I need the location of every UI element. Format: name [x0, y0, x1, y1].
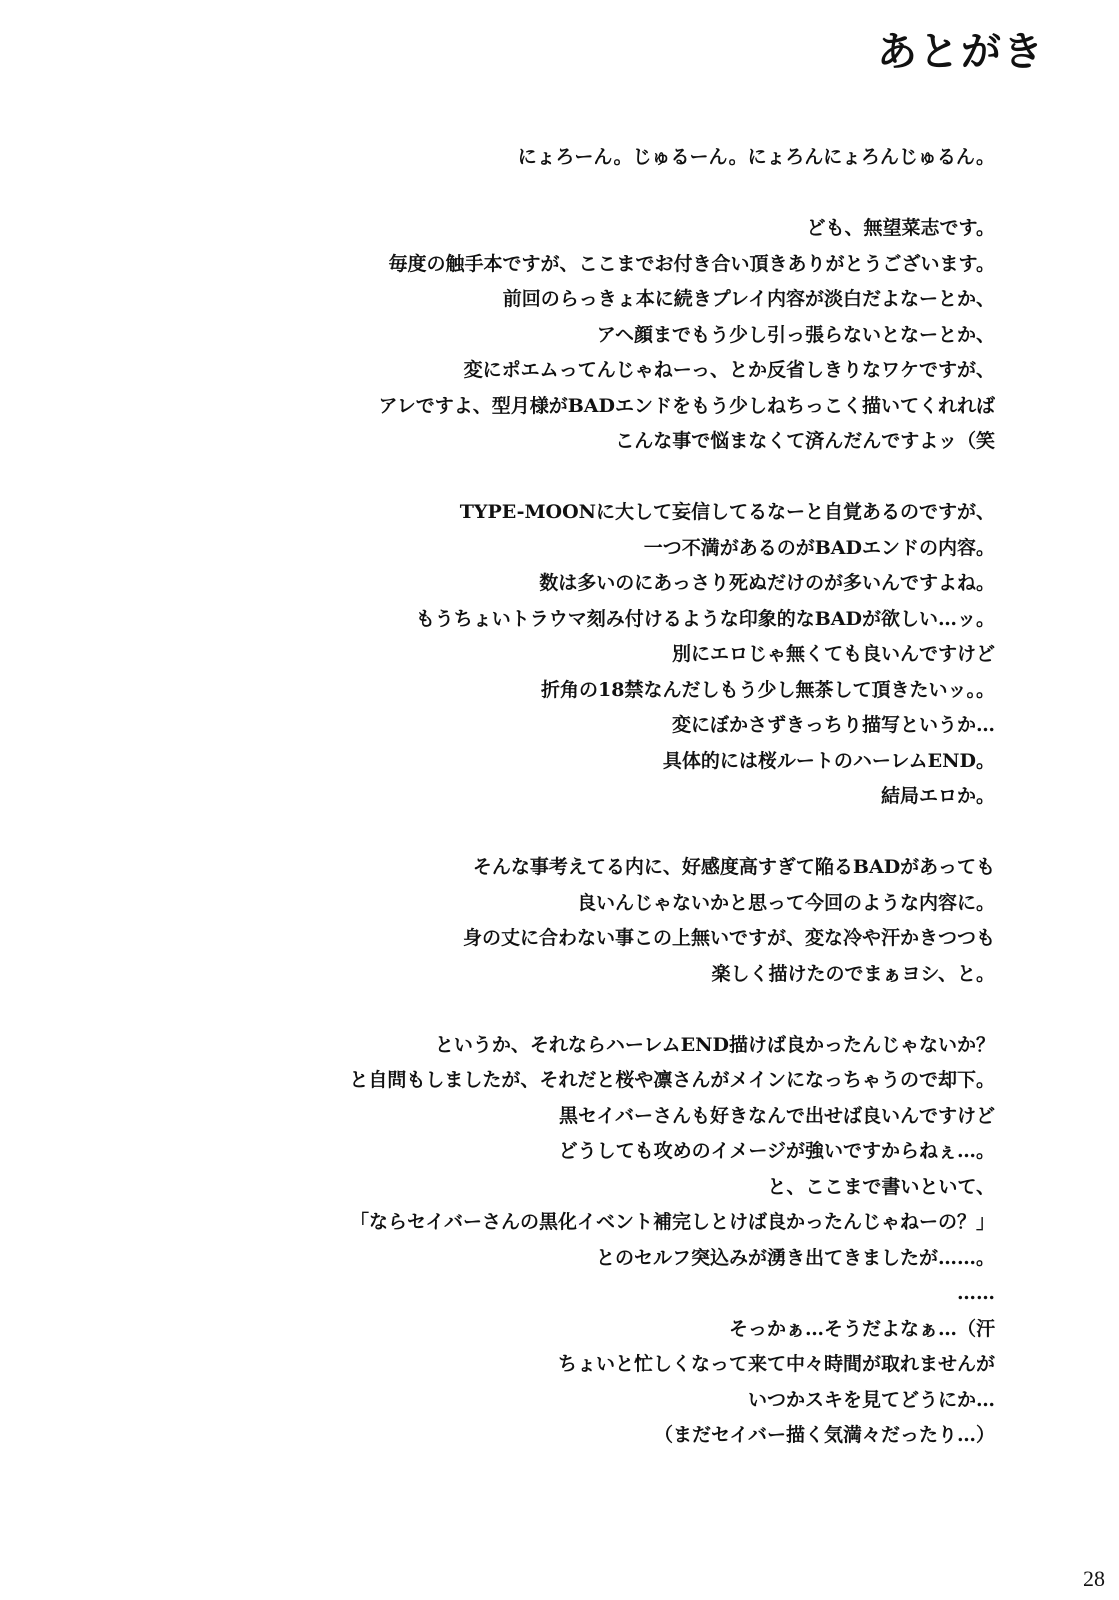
text-line: 楽しく描けたのでまぁヨシ、と。 [711, 962, 995, 985]
text-line: ども、無望菜志です。 [806, 217, 995, 239]
page-title: あとがき [877, 28, 1045, 75]
text-line: TYPE-MOONに大して妄信してるなーと自覚あるのですが、 [459, 501, 995, 523]
text-line: ちょいと忙しくなって来て中々時間が取れませんが [557, 1353, 995, 1375]
text-line: 別にエロじゃ無くても良いんですけど [671, 643, 995, 665]
text-line: 折角の18禁なんだしもう少し無茶して頂きたいッ。。 [541, 678, 995, 701]
text-line: もうちょいトラウマ刻み付けるような印象的なBADが欲しい…ッ。 [415, 607, 995, 630]
page-number: 28 [1083, 1566, 1105, 1591]
text-line: にょろーん。じゅるーん。にょろんにょろんじゅるん。 [517, 146, 995, 168]
text-line: いつかスキを見てどうにか… [747, 1388, 995, 1411]
text-line: とのセルフ突込みが湧き出てきましたが……。 [595, 1246, 995, 1269]
text-line: どうしても攻めのイメージが強いですからねぇ…。 [558, 1140, 995, 1162]
text-line: 変にぼかさずきっちり描写というか… [671, 714, 995, 736]
text-line: 良いんじゃないかと思って今回のような内容に。 [576, 891, 995, 914]
paragraph [95, 850, 995, 992]
text-line: 具体的には桜ルートのハーレムEND。 [662, 749, 995, 772]
paragraph [95, 495, 995, 815]
paragraph [95, 140, 995, 176]
text-line: こんな事で悩まなくて済んだんですよッ（笑 [615, 430, 995, 452]
text-line: 変にポエムってんじゃねーっ、とか反省しきりなワケですが、 [463, 359, 995, 381]
text-line: 前回のらっきょ本に続きプレイ内容が淡白だよなーとか、 [502, 288, 995, 310]
text-line: …… [957, 1282, 995, 1304]
text-line: 毎度の触手本ですが、ここまでお付き合い頂きありがとうございます。 [388, 252, 995, 275]
text-line: 一つ不満があるのがBADエンドの内容。 [643, 536, 995, 559]
text-line: と自問もしましたが、それだと桜や凛さんがメインになっちゃうので却下。 [349, 1069, 995, 1091]
paragraph [95, 1028, 995, 1454]
text-line: アレですよ、型月様がBADエンドをもう少しねちっこく描いてくれれば [378, 394, 995, 417]
text-line: そっかぁ…そうだよなぁ…（汗 [728, 1317, 995, 1340]
text-line: と、ここまで書いといて、 [767, 1175, 995, 1198]
text-line: 身の丈に合わない事この上無いですが、変な冷や汗かきつつも [462, 927, 995, 949]
afterword-body [95, 140, 995, 1489]
text-line: というか、それならハーレムEND描けば良かったんじゃないか？ [434, 1033, 995, 1056]
paragraph [95, 211, 995, 460]
text-line: 「ならセイバーさんの黒化イベント補完しとけば良かったんじゃねーの？」 [349, 1211, 995, 1233]
text-line: 結局エロか。 [880, 785, 995, 807]
text-line: 数は多いのにあっさり死ぬだけのが多いんですよね。 [539, 572, 995, 594]
text-line: 黒セイバーさんも好きなんで出せば良いんですけど [558, 1104, 995, 1127]
text-line: アヘ顔までもう少し引っ張らないとなーとか、 [596, 323, 995, 346]
text-line: そんな事考えてる内に、好感度高すぎて陥るBADがあっても [472, 856, 995, 878]
text-line: （まだセイバー描く気満々だったり…） [653, 1424, 995, 1446]
